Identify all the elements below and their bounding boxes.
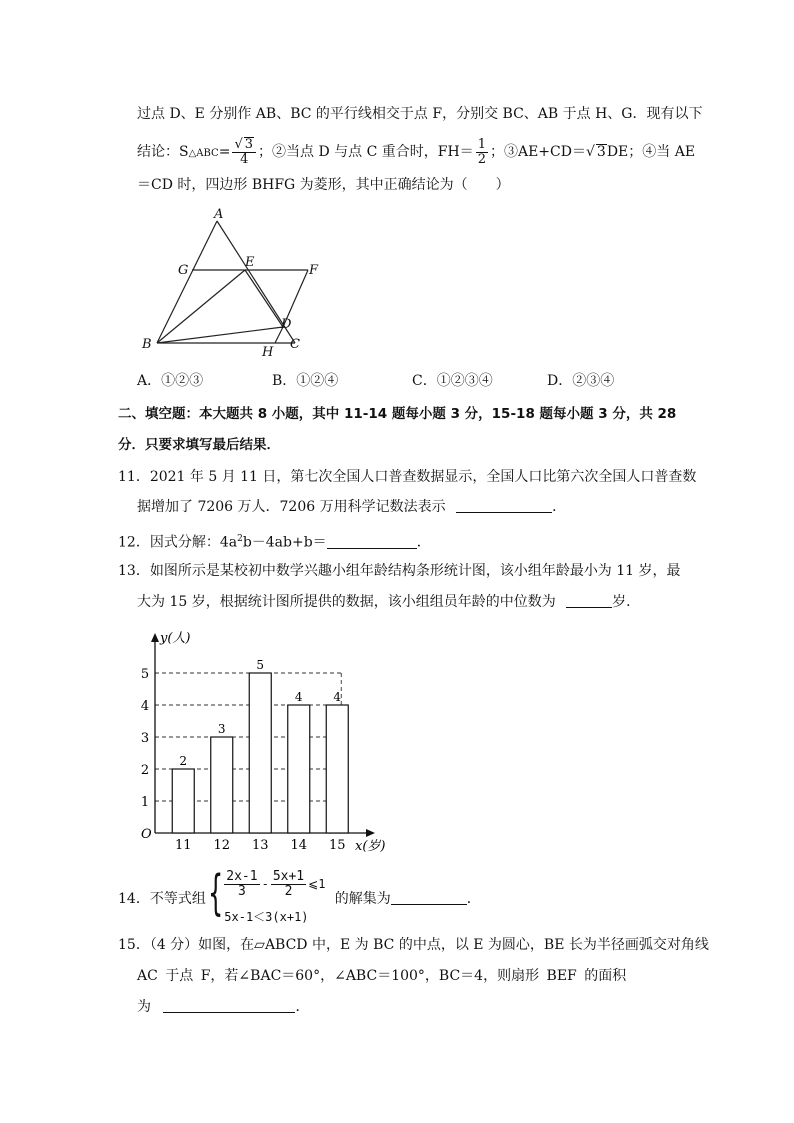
q13-answer-blank[interactable] <box>566 593 612 608</box>
q11-line1: 11．2021 年 5 月 11 日，第七次全国人口普查数据显示，全国人口比第六次全国人口普查数 <box>118 469 697 485</box>
y-tick-label-2: 2 <box>140 763 150 778</box>
y-axis-arrow <box>151 633 159 642</box>
bar-value-label-12: 3 <box>217 722 226 736</box>
q10-eq: = <box>218 144 231 160</box>
bar-12 <box>211 737 233 833</box>
bar-value-label-11: 2 <box>179 754 188 768</box>
section2-heading: 二、填空题：本大题共 8 小题，其中 11-14 题每小题 3 分，15-18 题每小题 3 分，共 28 <box>118 406 677 422</box>
q11-line2: 据增加了 7206 万人．7206 万用科学记数法表示 ． <box>137 499 567 515</box>
label-G: G <box>178 263 189 278</box>
section2-heading-cont: 分．只要求填写最后结果． <box>118 437 280 453</box>
q14-prefix: 14．不等式组 <box>118 891 206 907</box>
q13-line1: 13．如图所示是某校初中数学兴趣小组年龄结构条形统计图，该小组年龄最小为 11 岁，最 <box>118 563 681 579</box>
y-tick-label-4: 4 <box>140 699 150 714</box>
bar-11 <box>172 769 194 833</box>
q10-area-subscript: △ABC <box>188 148 219 159</box>
q15-answer-blank[interactable] <box>163 998 295 1013</box>
x-tick-label-13: 13 <box>251 838 269 853</box>
q13-line2: 大为 15 岁，根据统计图所提供的数据，该小组组员年龄的中位数为 岁． <box>137 594 641 610</box>
bar-13 <box>249 673 271 833</box>
q10-sqrt-3: 3 <box>596 144 606 160</box>
q12-line: 12．因式分解：$4a^2b-4ab+b=$ ． <box>118 534 431 551</box>
label-E: E <box>245 255 255 270</box>
label-F: F <box>309 263 319 278</box>
bar-15 <box>326 705 348 833</box>
x-tick-label-15: 15 <box>328 838 346 853</box>
q10-line1: 过点 D、E 分别作 AB、BC 的平行线相交于点 F，分别交 BC、AB 于点 H、G．现有以下 <box>137 106 703 122</box>
x-axis-arrow <box>366 829 375 837</box>
q14-system: { $\frac{2x-1}{3}$ - $\frac{5x+1}{2}$ ⩽1 5x-1＜3(x+1) <box>208 865 326 924</box>
q14-suffix: 的解集为 <box>334 891 391 907</box>
y-axis-label: y(人) <box>160 631 191 646</box>
q10-frac-half: $\frac{1}{2}$ <box>477 136 486 167</box>
y-tick-label-5: 5 <box>140 667 150 682</box>
q12-answer-blank[interactable] <box>327 534 417 549</box>
q10-option-b[interactable]: B．①②④ <box>272 373 339 389</box>
q10-conclusion-3: ；③AE+CD＝ <box>489 144 586 160</box>
q14-answer-blank[interactable] <box>391 890 467 905</box>
y-tick-label-3: 3 <box>140 731 150 746</box>
label-A: A <box>214 207 224 222</box>
q10-option-c[interactable]: C．①②③④ <box>412 373 493 389</box>
bar-value-label-13: 5 <box>256 658 265 672</box>
q14-inequality-2: 5x-1＜3(x+1) <box>224 910 309 924</box>
q10-line2: 结论：S△ABC= $\frac{√ 3}{4}$ ；②当点 D 与点 C 重合时，FH＝ $\frac{1}{2}$ ；③AE+CD＝√ 3DE；④当 AE <box>137 136 696 167</box>
y-tick-label-1: 1 <box>140 795 150 810</box>
q15-line3: 为 ． <box>137 999 310 1015</box>
age-bar-chart <box>135 625 395 865</box>
origin-label: O <box>141 827 152 842</box>
q15-line2: AC 于点 F，若∠BAC＝60°，∠ABC＝100°，BC＝4，则扇形 BEF 的面积 <box>137 968 627 984</box>
label-H: H <box>262 345 274 360</box>
x-tick-label-12: 12 <box>213 838 231 853</box>
label-C: C <box>290 337 300 352</box>
q10-conclusion-prefix: 结论：S <box>137 144 189 160</box>
x-axis-label: x(岁) <box>355 839 386 854</box>
q10-geometry-figure <box>135 205 335 365</box>
q11-answer-blank[interactable] <box>456 498 552 513</box>
q10-conclusion-2: ；②当点 D 与点 C 重合时，FH＝ <box>258 144 474 160</box>
x-tick-label-14: 14 <box>290 838 308 853</box>
q14-inequality-1: $\frac{2x-1}{3}$ - $\frac{5x+1}{2}$ ⩽1 <box>226 869 326 899</box>
q10-option-d[interactable]: D．②③④ <box>547 373 615 389</box>
q15-line1: 15．（4 分）如图，在▱ABCD 中，E 为 BC 的中点，以 E 为圆心，BE 长为半径画弧交对角线 <box>118 937 709 953</box>
bar-14 <box>288 705 310 833</box>
q10-frac-area: $\frac{√ 3}{4}$ <box>232 137 256 167</box>
bar-value-label-14: 4 <box>294 690 303 704</box>
q14-line: 14．不等式组 { $\frac{2x-1}{3}$ - $\frac{5x+1}{2}$ ⩽1 5x-1＜3(x+1) 的解集为 ． <box>118 868 481 930</box>
x-tick-label-11: 11 <box>174 838 192 853</box>
q10-line3: ＝CD 时，四边形 BHFG 为菱形，其中正确结论为（ ） <box>137 177 510 193</box>
label-D: D <box>281 317 292 332</box>
bar-value-label-15: 4 <box>333 690 342 704</box>
q10-option-a[interactable]: A．①②③ <box>137 373 204 389</box>
q10-conclusion-4: DE；④当 AE <box>606 144 696 160</box>
label-B: B <box>142 337 152 352</box>
